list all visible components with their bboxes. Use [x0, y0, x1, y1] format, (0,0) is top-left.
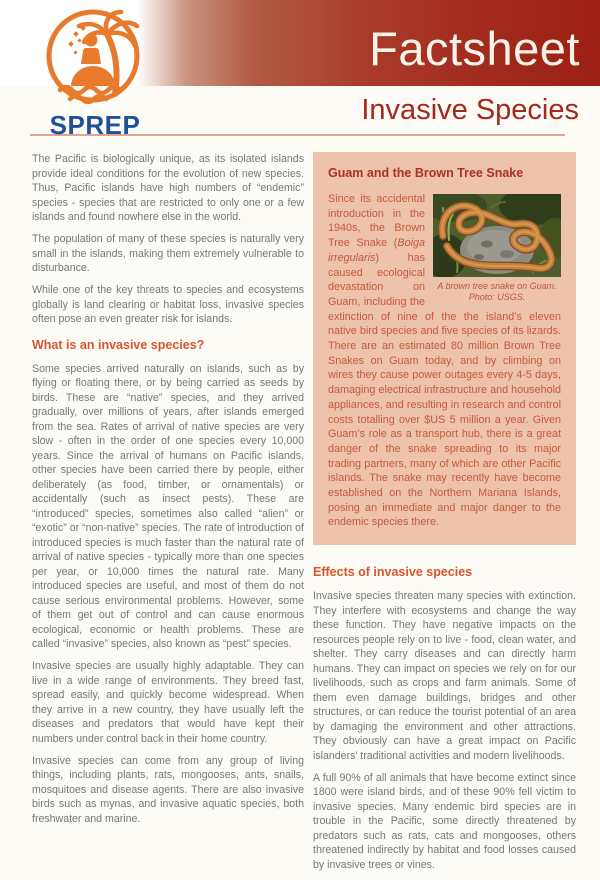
infobox-text-rest: ) has caused ecological devastation on Guam, including the extinction of nine of the the island’s eleven native bird species and five species of its lizards. There are an estimated 80 million Brown Tree Snakes on Guam today, and by climbing on wires they cause power outages every 4-5 days, damaging electrical infrastructure and household appliances, and resulting in research and control costs totalling over $US 5 million a year. Given Guam’s role as a transport hub, there is a great danger of the snake spreading to its major trading partners, many of which are other Pacific islands. The snake may recently have become established on the Northern Mariana Islands, posing an immediate and major danger to the endemic species there. [328, 251, 561, 529]
sparkle-icon [77, 38, 81, 42]
intro-paragraph: The Pacific is biologically unique, as its isolated islands provide ideal conditions for the evolution of new species. Thus, Pacific islands have high numbers of “endemic” species - species that are restricted to only one or a few islands and found nowhere else in the world. [32, 153, 304, 223]
guam-infobox [313, 152, 576, 545]
snake-photo [433, 194, 561, 277]
section-heading-effects: Effects of invasive species [313, 565, 473, 580]
infobox-text-start: Since its accidental introduction in the 1940s, the Brown Tree Snake ( [328, 193, 425, 250]
sprep-logo-icon [45, 5, 145, 107]
intro-paragraph: While one of the key threats to species and ecosystems globally is land clearing or habitat loss, invasive species often pose an even greater risk for islands. [32, 284, 304, 325]
photo-caption [433, 281, 561, 303]
infobox-body [328, 192, 561, 530]
person-head-icon [85, 34, 98, 47]
sparkle-icon [73, 50, 77, 54]
sparkle-icon [73, 31, 79, 37]
content [0, 135, 600, 880]
sparkle-icon [68, 41, 74, 47]
page-title: Factsheet [369, 21, 580, 75]
species-latin-name: Boiga irregularis [328, 237, 425, 264]
effects-paragraph: Invasive species threaten many species with extinction. They interfere with ecosystems and change the way these function. They have negative impacts on the resources people rely on to live - food, clean water, and shelter. They carry diseases and can directly harm humans. They can impact on species we rely on for our livelihoods, such as crops and farm animals. Some of them even damage buildings, bridges and other structures, or can reduce the tourist potential of an area by damaging the environment and other attractions. They obviously can have a great impact on Pacific islanders’ traditional activities and modern livelihoods. [313, 590, 576, 762]
photo-caption-line1: A brown tree snake on Guam. [437, 281, 557, 291]
what-section-paragraph: Invasive species are usually highly adaptable. They can live in a wide range of environments. They breed fast, spread easily, and quickly become widespread. When they arrive in a new country, they have usually left the diseases and predators that would have kept their numbers under control back in their home country. [32, 660, 304, 745]
page-subtitle: Invasive Species [361, 93, 579, 126]
photo-caption-line2: Photo: USGS. [468, 292, 526, 302]
right-column [313, 152, 576, 880]
header [0, 0, 600, 140]
logo-wordmark: SPREP [49, 110, 141, 140]
section-heading-what-is-invasive: What is an invasive species? [32, 337, 205, 352]
snake-photo-figure [433, 194, 561, 303]
person-body-icon [81, 48, 101, 64]
left-column [32, 152, 304, 880]
what-section-paragraph: Some species arrived naturally on islands, such as by flying or floating there, or by being carried as seeds by birds. These are “native” species, and they arrived gradually, over millions of years, after islands emerged from the sea. Rates of arrival of native species are very slow - often in the order of one species every 10,000 years. Since the arrival of humans on Pacific islands, other species have been carried there by people, either deliberately (as food, timber, or ornamentals) or accidentally (such as insect pests). These are “introduced” species, sometimes also called “alien” or “exotic” or “non-native” species. The rate of introduction of introduced species is much faster than the natural rate of arrival of native species - typically more than one species per year, or 10,000 times the natural rate. Many introduced species are useful, and most of them do not cause serious environmental problems. However, some of them get out of control and can cause enormous ecological, economic or health problems. These are called “invasive” species, also known as “pest” species. [32, 362, 304, 650]
effects-section-body [313, 589, 576, 872]
what-section-paragraph: Invasive species can come from any group of living things, including plants, rats, mongooses, ants, snails, mosquitoes and disease agents. There are also invasive birds such as mynas, and invasive aquatic species, both freshwater and marine. [32, 754, 304, 825]
intro-paragraph: The population of many of these species is naturally very small in the islands, making them extremely vulnerable to disturbance. [32, 233, 304, 274]
sprep-logo [44, 5, 146, 141]
island-mound-icon [71, 66, 115, 86]
effects-paragraph: A full 90% of all animals that have become extinct since 1800 were island birds, and of these 90% fell victim to invasive species. Many endemic bird species are in trouble in the Pacific, some directly threatened by predators such as rats, cats and mongooses, others threatened indirectly by habitat and food losses caused by invasive trees or vines. [313, 771, 576, 871]
infobox-heading: Guam and the Brown Tree Snake [328, 166, 524, 180]
